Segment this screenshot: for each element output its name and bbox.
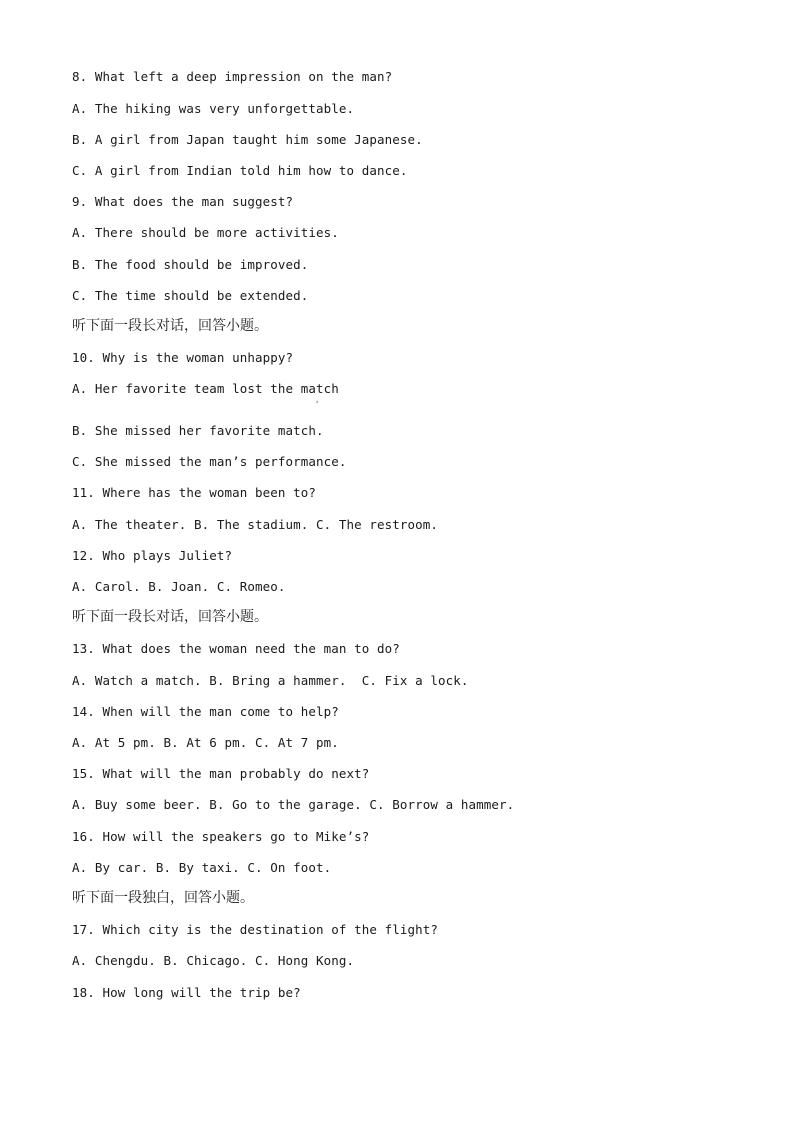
question-12-options: A. Carol. B. Joan. C. Romeo. [72, 579, 286, 594]
question-13-options: A. Watch a match. B. Bring a hammer. C. Fix a lock. [72, 673, 469, 688]
question-8: 8. What left a deep impression on the man? [72, 69, 393, 84]
question-9: 9. What does the man suggest? [72, 194, 294, 209]
question-16: 16. How will the speakers go to Mike’s? [72, 829, 370, 844]
question-9-option-a: A. There should be more activities. [72, 225, 339, 240]
question-17-options: A. Chengdu. B. Chicago. C. Hong Kong. [72, 953, 355, 968]
question-15-options: A. Buy some beer. B. Go to the garage. C. Borrow a hammer. [72, 797, 515, 812]
question-13: 13. What does the woman need the man to do? [72, 641, 400, 656]
section-instruction: 听下面一段长对话，回答小题。 [72, 318, 268, 334]
question-16-options: A. By car. B. By taxi. C. On foot. [72, 860, 332, 875]
question-8-option-a: A. The hiking was very unforgettable. [72, 101, 355, 116]
question-11: 11. Where has the woman been to? [72, 485, 317, 500]
question-8-option-c: C. A girl from Indian told him how to dance. [72, 163, 408, 178]
question-11-options: A. The theater. B. The stadium. C. The restroom. [72, 517, 439, 532]
question-9-option-b: B. The food should be improved. [72, 257, 309, 272]
stray-mark: ' [316, 400, 319, 409]
question-10: 10. Why is the woman unhappy? [72, 350, 294, 365]
question-15: 15. What will the man probably do next? [72, 766, 370, 781]
question-14: 14. When will the man come to help? [72, 704, 339, 719]
question-10-option-a: A. Her favorite team lost the match [72, 381, 339, 396]
section-instruction: 听下面一段长对话，回答小题。 [72, 609, 268, 625]
question-10-option-c: C. She missed the man’s performance. [72, 454, 347, 469]
question-9-option-c: C. The time should be extended. [72, 288, 309, 303]
section-instruction: 听下面一段独白，回答小题。 [72, 890, 254, 906]
question-18: 18. How long will the trip be? [72, 985, 301, 1000]
question-12: 12. Who plays Juliet? [72, 548, 233, 563]
question-8-option-b: B. A girl from Japan taught him some Japanese. [72, 132, 423, 147]
question-10-option-b: B. She missed her favorite match. [72, 423, 324, 438]
question-14-options: A. At 5 pm. B. At 6 pm. C. At 7 pm. [72, 735, 339, 750]
question-17: 17. Which city is the destination of the flight? [72, 922, 439, 937]
